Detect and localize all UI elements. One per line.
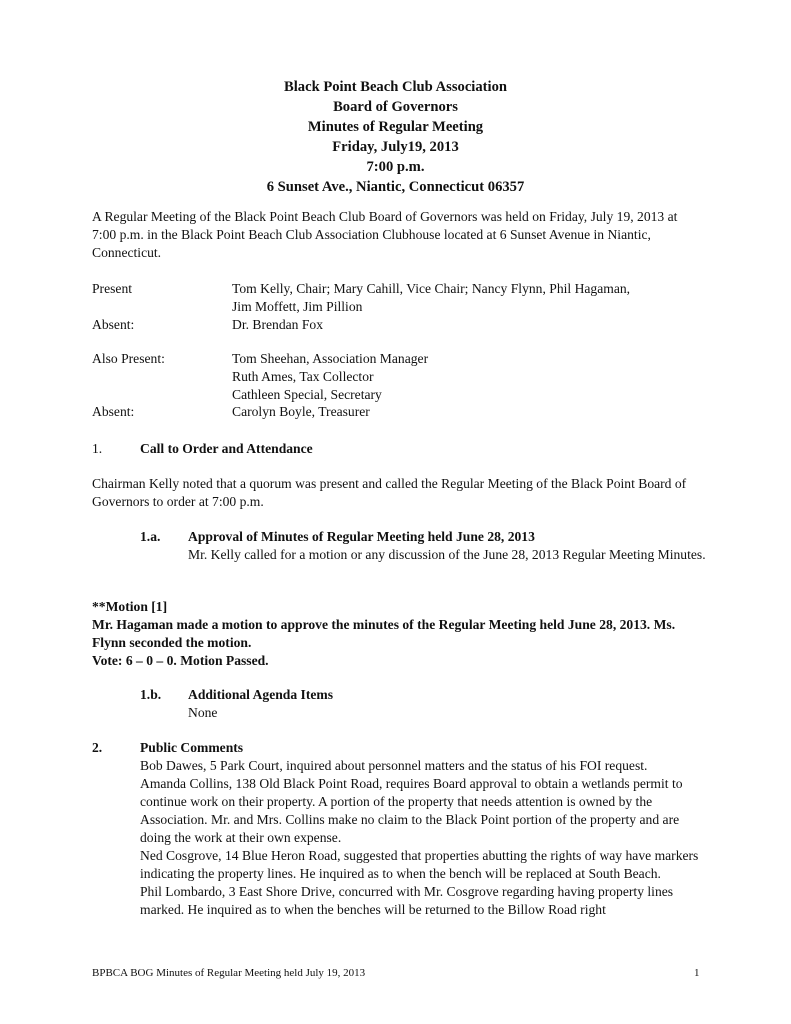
- subsection-1b-number: 1.b.: [140, 687, 162, 702]
- also-present-label: Also Present:: [92, 351, 165, 366]
- also-present-line-1: Tom Sheehan, Association Manager: [232, 351, 429, 366]
- subsection-1a-number: 1.a.: [140, 529, 161, 544]
- present-line-1: Tom Kelly, Chair; Mary Cahill, Vice Chair; Nancy Flynn, Phil Hagaman,: [232, 281, 631, 296]
- header-date: Friday, July19, 2013: [332, 139, 459, 155]
- public-comments-body: [140, 757, 710, 919]
- header-association: Black Point Beach Club Association: [284, 79, 507, 95]
- subsection-1a-text: Mr. Kelly called for a motion or any discussion of the June 28, 2013 Regular Meeting Minutes.: [188, 547, 706, 562]
- motion-1-vote: Vote: 6 – 0 – 0. Motion Passed.: [92, 653, 269, 668]
- subsection-1b-title: Additional Agenda Items: [188, 687, 334, 702]
- motion-1-label: **Motion [1]: [92, 599, 168, 614]
- absent-value: Dr. Brendan Fox: [232, 317, 323, 332]
- section-2-title: Public Comments: [140, 740, 244, 755]
- present-line-2: Jim Moffett, Jim Pillion: [232, 299, 363, 314]
- header-minutes-title: Minutes of Regular Meeting: [307, 119, 484, 135]
- also-present-line-3: Cathleen Special, Secretary: [232, 387, 382, 402]
- absent-label: Absent:: [92, 317, 135, 332]
- section-1-text: Chairman Kelly noted that a quorum was present and called the Regular Meeting of the Black Point Board of Governors to order at 7:00 p.m.: [92, 476, 687, 509]
- public-comment-3: Ned Cosgrove, 14 Blue Heron Road, suggested that properties abutting the rights of way have markers indicating the property lines. He inquired as to when the bench will be replaced at South Beach.: [140, 848, 699, 881]
- header-address: 6 Sunset Ave., Niantic, Connecticut 06357: [266, 179, 525, 195]
- page-footer: BPBCA BOG Minutes of Regular Meeting held July 19, 2013: [92, 967, 366, 979]
- also-present-line-2: Ruth Ames, Tax Collector: [232, 369, 374, 384]
- subsection-1b-text: None: [188, 705, 218, 720]
- document-header: [0, 77, 791, 197]
- present-value: [232, 280, 712, 316]
- motion-1-text: Mr. Hagaman made a motion to approve the minutes of the Regular Meeting held June 28, 2013. Ms. Flynn seconded the motion.: [92, 617, 676, 650]
- motion-1: [92, 598, 712, 670]
- subsection-1a-title: Approval of Minutes of Regular Meeting held June 28, 2013: [188, 529, 535, 544]
- page-number: 1: [694, 967, 700, 979]
- public-comment-1: Bob Dawes, 5 Park Court, inquired about personnel matters and the status of his FOI request.: [140, 758, 648, 773]
- absent-2-value: Carolyn Boyle, Treasurer: [232, 404, 370, 419]
- absent-2-label: Absent:: [92, 404, 135, 419]
- public-comment-4: Phil Lombardo, 3 East Shore Drive, concurred with Mr. Cosgrove regarding having property lines marked. He inquired as to when the benches will be returned to the Billow Road right: [140, 884, 674, 917]
- section-2-number: 2.: [92, 740, 103, 755]
- also-present-value: [232, 350, 712, 404]
- present-label: Present: [92, 281, 133, 296]
- header-board: Board of Governors: [333, 99, 458, 115]
- section-1-number: 1.: [92, 441, 103, 456]
- header-time: 7:00 p.m.: [366, 159, 425, 175]
- section-1-title: Call to Order and Attendance: [140, 441, 313, 456]
- public-comment-2: Amanda Collins, 138 Old Black Point Road, requires Board approval to obtain a wetlands permit to continue work on their property. A portion of the property that needs attention is owned by the Association. Mr. and Mrs. Collins make no claim to the Black Point portion of the property and are doing the work at their own expense.: [140, 776, 683, 845]
- intro-paragraph: A Regular Meeting of the Black Point Beach Club Board of Governors was held on Friday, July 19, 2013 at 7:00 p.m. in the Black Point Beach Club Association Clubhouse located at 6 Sunset Avenue in Niantic, Connecticut.: [92, 209, 678, 260]
